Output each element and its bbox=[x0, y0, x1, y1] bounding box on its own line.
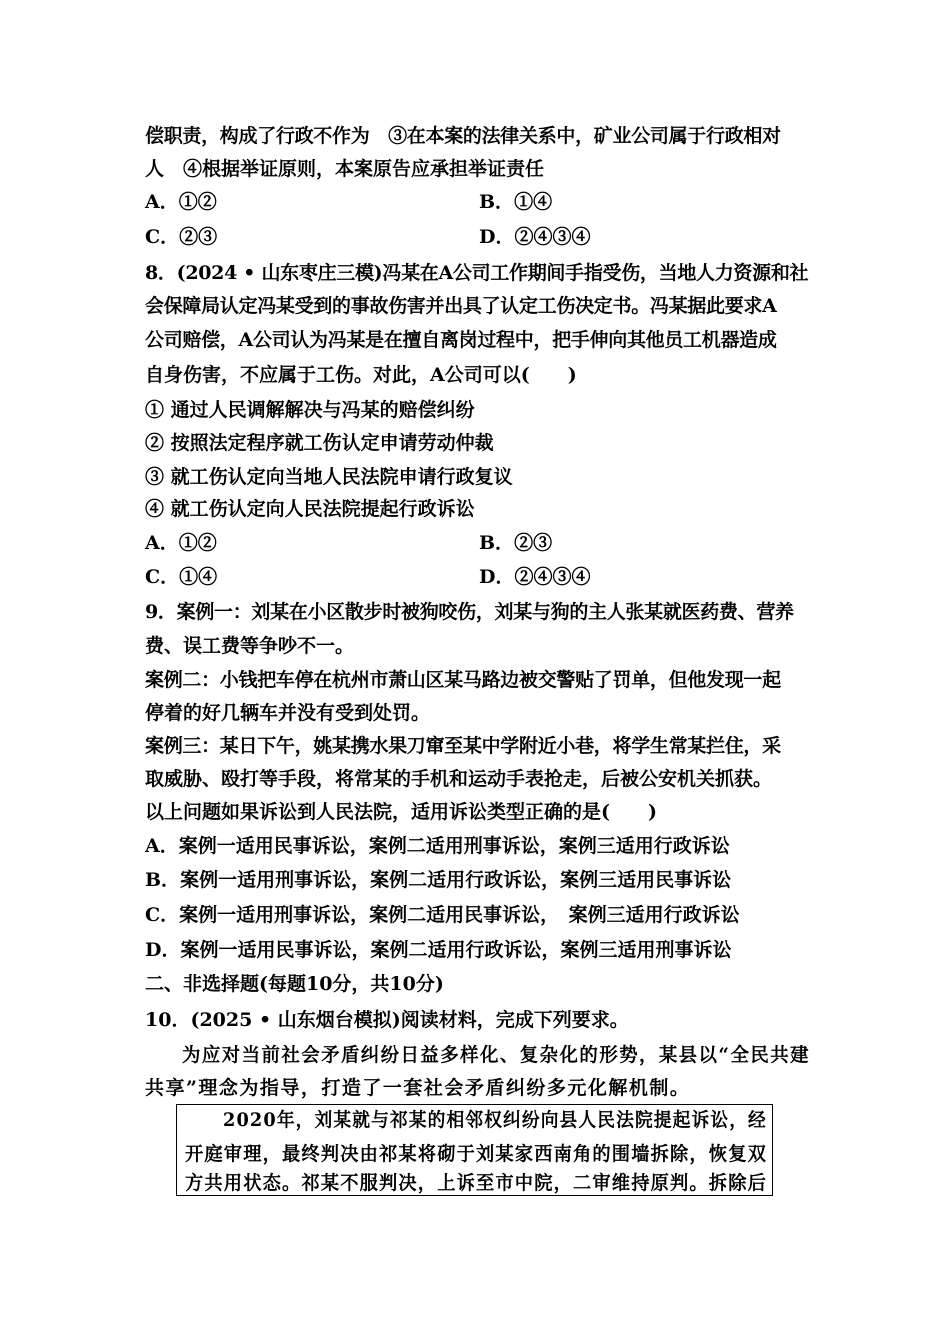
option-label: D． bbox=[479, 226, 515, 248]
option-label: D． bbox=[145, 939, 181, 961]
q7-text-line-2: 人 ④根据举证原则，本案原告应承担举证责任 bbox=[145, 158, 545, 180]
q10-intro-line-2: 共享”理念为指导，打造了一套社会矛盾纠纷多元化解机制。 bbox=[145, 1077, 691, 1099]
material-box bbox=[176, 1104, 773, 1196]
material-line-1: 2020年，刘某就与祁某的相邻权纠纷向县人民法院提起诉讼，经 bbox=[223, 1109, 767, 1131]
q10-intro-line-1: 为应对当前社会矛盾纠纷日益多样化、复杂化的形势，某县以“全民共建 bbox=[182, 1044, 810, 1066]
option-label: B． bbox=[145, 869, 181, 891]
option-text: 案例一适用民事诉讼，案例二适用行政诉讼，案例三适用刑事诉讼 bbox=[180, 939, 732, 961]
q9-question: 以上问题如果诉讼到人民法院，适用诉讼类型正确的是( ) bbox=[145, 801, 657, 823]
q9-option-d bbox=[145, 938, 810, 962]
option-text: 案例一适用刑事诉讼，案例二适用行政诉讼，案例三适用民事诉讼 bbox=[180, 869, 732, 891]
option-label: A． bbox=[145, 532, 179, 554]
option-label: C． bbox=[145, 226, 180, 248]
question-text: 案例一：刘某在小区散步时被狗咬伤，刘某与狗的主人张某就医药费、营养 bbox=[176, 601, 794, 623]
q8-statement-4: ④ 就工伤认定向人民法院提起行政诉讼 bbox=[145, 498, 475, 520]
q8-text-line-2: 会保障局认定冯某受到的事故伤害并出具了认定工伤决定书。冯某据此要求A bbox=[145, 295, 777, 317]
option-text: 案例一适用刑事诉讼，案例二适用民事诉讼， 案例三适用行政诉讼 bbox=[179, 904, 740, 926]
option-text: ①② bbox=[178, 532, 217, 554]
q8-option-b bbox=[479, 531, 552, 555]
section-heading: 二、非选择题(每题10分，共10分) bbox=[145, 973, 444, 995]
option-label: A． bbox=[145, 835, 179, 857]
question-text: 冯某在A公司工作期间手指受伤，当地人力资源和社 bbox=[382, 262, 809, 284]
material-line-3: 方共用状态。祁某不服判决，上诉至市中院，二审维持原判。拆除后 bbox=[185, 1172, 768, 1194]
option-label: D． bbox=[479, 566, 515, 588]
q9-case2-line-1: 案例二：小钱把车停在杭州市萧山区某马路边被交警贴了罚单，但他发现一起 bbox=[145, 669, 781, 691]
q7-option-b bbox=[479, 190, 552, 214]
q8-text-line-1 bbox=[145, 261, 810, 285]
option-label: A． bbox=[145, 191, 179, 213]
q9-case3-line-2: 取威胁、殴打等手段，将常某的手机和运动手表抢走，后被公安机关抓获。 bbox=[145, 768, 773, 790]
q8-statement-2: ② 按照法定程序就工伤认定申请劳动仲裁 bbox=[145, 432, 494, 454]
option-text: ②③ bbox=[179, 226, 218, 248]
option-text: ②④③④ bbox=[514, 226, 591, 248]
q9-option-a bbox=[145, 834, 810, 858]
q7-option-c bbox=[145, 225, 217, 249]
q9-option-c bbox=[145, 903, 810, 927]
q9-case3-line-1: 案例三：某日下午，姚某携水果刀窜至某中学附近小巷，将学生常某拦住，采 bbox=[145, 735, 781, 757]
option-text: ①④ bbox=[514, 191, 553, 213]
q9-case1-line-1 bbox=[145, 600, 810, 624]
option-label: B． bbox=[479, 532, 515, 554]
option-text: ①② bbox=[178, 191, 217, 213]
option-text: ②④③④ bbox=[514, 566, 591, 588]
q10-text-line-1 bbox=[145, 1008, 810, 1032]
question-text: 阅读材料，完成下列要求。 bbox=[400, 1009, 629, 1031]
question-number: 8． bbox=[145, 262, 177, 284]
question-number: 10． bbox=[145, 1009, 191, 1031]
q8-text-line-3: 公司赔偿，A公司认为冯某是在擅自离岗过程中，把手伸向其他员工机器造成 bbox=[145, 329, 777, 351]
option-label: C． bbox=[145, 904, 180, 926]
option-label: C． bbox=[145, 566, 180, 588]
q9-case2-line-2: 停着的好几辆车并没有受到处罚。 bbox=[145, 702, 431, 724]
q8-option-a bbox=[145, 531, 217, 555]
q9-option-b bbox=[145, 868, 810, 892]
q7-text-line-1: 偿职责，构成了行政不作为 ③在本案的法律关系中，矿业公司属于行政相对 bbox=[145, 125, 781, 147]
q7-option-d bbox=[479, 225, 591, 249]
q8-text-line-4: 自身伤害，不应属于工伤。对此，A公司可以( ) bbox=[145, 364, 577, 386]
option-label: B． bbox=[479, 191, 515, 213]
q8-statement-1: ① 通过人民调解解决与冯某的赔偿纠纷 bbox=[145, 399, 475, 421]
question-source: (2024 • 山东枣庄三模) bbox=[176, 262, 383, 284]
option-text: 案例一适用民事诉讼，案例二适用刑事诉讼，案例三适用行政诉讼 bbox=[178, 835, 730, 857]
q9-case1-line-2: 费、误工费等争吵不一。 bbox=[145, 635, 355, 657]
material-line-2: 开庭审理，最终判决由祁某将砌于刘某家西南角的围墙拆除，恢复双 bbox=[185, 1143, 768, 1165]
question-number: 9． bbox=[145, 601, 177, 623]
question-source: (2025 • 山东烟台模拟) bbox=[190, 1009, 401, 1031]
option-text: ①④ bbox=[179, 566, 218, 588]
q7-option-a bbox=[145, 190, 217, 214]
q8-option-d bbox=[479, 565, 591, 589]
option-text: ②③ bbox=[514, 532, 553, 554]
q8-statement-3: ③ 就工伤认定向当地人民法院申请行政复议 bbox=[145, 466, 513, 488]
q8-option-c bbox=[145, 565, 217, 589]
